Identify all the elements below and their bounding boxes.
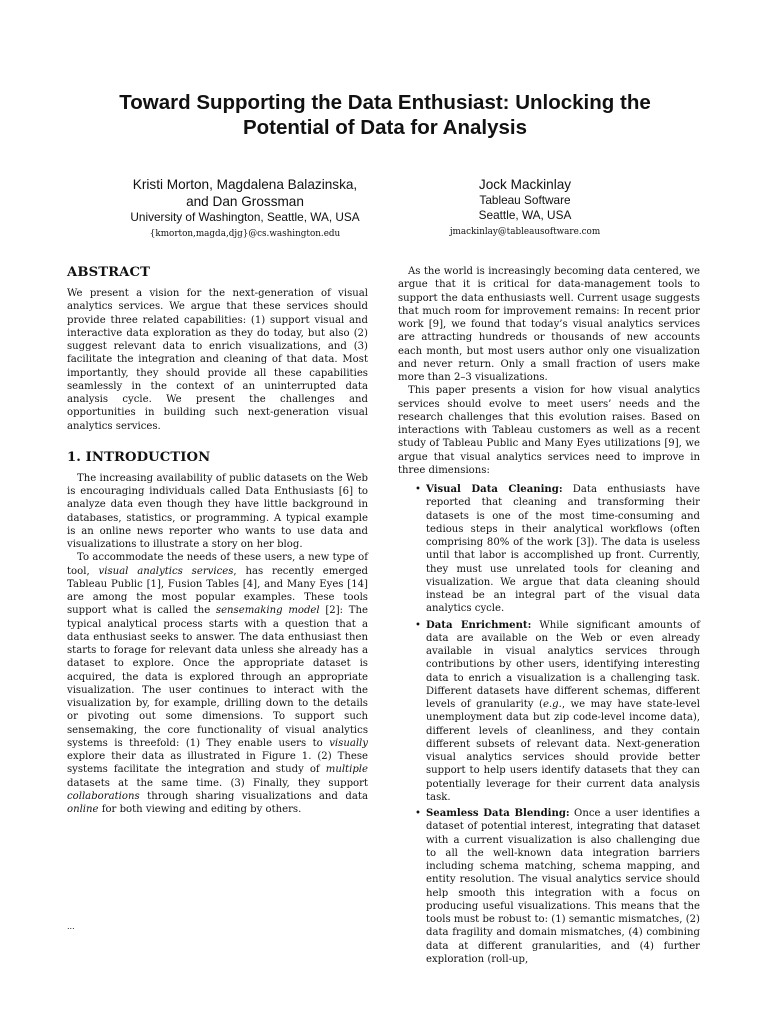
author-email: {kmorton,magda,djg}@cs.washington.edu [149, 229, 341, 239]
author-block-tableau [400, 176, 650, 239]
abstract-heading: ABSTRACT [67, 265, 151, 280]
author-block-uw [95, 176, 395, 241]
intro-paragraph-2: To accommodate the needs of these users, a new type of tool, visual analytics services, has recently emerged Tableau Public [1], Fusion Tables [4], and Many Eyes [14] are among the most popular examples. These tools support what is called the sensemaking model [2]: The typical analytical process starts with a question that a data enthusiast seeks to answer. The data enthusiast then starts to forage for relevant data unless she already has a dataset to explore. Once the appropriate dataset is acquired, the data is explored through an appropriate visualization. The user continues to interact with the visualization by, for example, drilling down to the details or pivoting out some dimensions. To support such sensemaking, the core functionality of visual analytics systems is threefold: (1) They enable users to visually explore their data as illustrated in Figure 1. (2) These systems facilitate the integration and study of multiple datasets at the same time. (3) Finally, they support collaborations through sharing visualizations and data online for both viewing and editing by others. [67, 552, 369, 815]
right-column [398, 265, 700, 969]
author-affiliation-line-1: Tableau Software [479, 193, 571, 207]
bullet-icon: • [415, 808, 421, 819]
bullet-icon: • [415, 619, 421, 631]
list-item: • Visual Data Cleaning: Data enthusiasts have reported that cleaning and transforming their datasets is one of the most time-consuming and tedious steps in their analytical workflows (often comprising 80% of the work [3]). The data is useless until that labor is accomplished up front. Currently, they must use unrelated tools for cleaning and visualization. We argue that data cleaning should instead be an integral part of the visual data analytics cycle. [415, 484, 700, 615]
abstract-text: We present a vision for the next-generation of visual analytics services. We argue that these services should provide three related capabilities: (1) support visual and interactive data exploration as they do today, but also (2) suggest relevant data to enrich visualizations, and (3) facilitate the integration and cleaning of that data. Most importantly, they should provide all these capabilities seamlessly in the context of an uninterrupted data analysis cycle. We present the challenges and opportunities in building such next-generation visual analytics services. [67, 288, 368, 432]
footer-mark: ... [67, 922, 75, 931]
bullet-icon: • [415, 484, 421, 495]
author-names-line-2: and Dan Grossman [186, 194, 304, 209]
list-item: • Data Enrichment: While significant amounts of data are available on the Web or even already available in visual analytics services through contributions by other users, identifying interesting data to enrich a visualization is a challenging task. Different datasets have different schemas, different levels of granularity (e.g., we may have state-level unemployment data but zip code-level income data), different levels of cleanliness, and they contain different subsets of relevant data. Next-generation visual analytics services should provide better support to help users identify datasets that they can potentially leverage for their current data analysis task. [415, 619, 700, 803]
author-affiliation: University of Washington, Seattle, WA, USA [130, 210, 360, 224]
author-affiliation-line-2: Seattle, WA, USA [478, 208, 572, 222]
list-item: • Seamless Data Blending: Once a user identifies a dataset of potential interest, integrating that dataset with a current visualization is also challenging due to all the well-known data integration barriers including schema matching, schema mapping, and entity resolution. The visual analytics service should help smooth this integration with a focus on producing useful visualizations. This means that the tools must be robust to: (1) semantic mismatches, (2) data fragility and domain mismatches, (4) combining data at different granularities, and (4) further exploration (roll-up, [415, 808, 700, 965]
left-column [67, 265, 368, 816]
paper-title [40, 90, 730, 140]
introduction-heading: 1. INTRODUCTION [67, 449, 211, 465]
author-name: Jock Mackinlay [478, 177, 572, 192]
title-line-1: Toward Supporting the Data Enthusiast: Unlocking the [119, 91, 651, 114]
intro-paragraph-4: This paper presents a vision for how visual analytics services should evolve to meet users’ needs and the research challenges that this evolution raises. Based on interactions with Tableau customers as well as a recent study of Tableau Public and Many Eyes utilizations [9], we argue that visual analytics services need to improve in three dimensions: [398, 385, 700, 476]
author-names-line-1: Kristi Morton, Magdalena Balazinska, [132, 177, 358, 192]
capability-list [398, 483, 700, 966]
author-email: jmackinlay@tableausoftware.com [449, 227, 601, 237]
title-line-2: Potential of Data for Analysis [242, 116, 528, 139]
intro-paragraph-3: As the world is increasingly becoming data centered, we argue that it is critical for data-management tools to support the data enthusiasts well. Current usage suggests that much room for improvement remains: In recent prior work [9], we found that today’s visual analytics services are attracting hundreds or thousands of new accounts each month, but most users author only one visualization and never return. Only a small fraction of users make more than 2–3 visualizations. [398, 266, 700, 383]
intro-paragraph-1: The increasing availability of public datasets on the Web is encouraging individuals called Data Enthusiasts [6] to analyze data even though they have little background in databases, statistics, or programming. A typical example is an online news reporter who wants to use data and visualizations to illustrate a story on her blog. [67, 472, 368, 550]
